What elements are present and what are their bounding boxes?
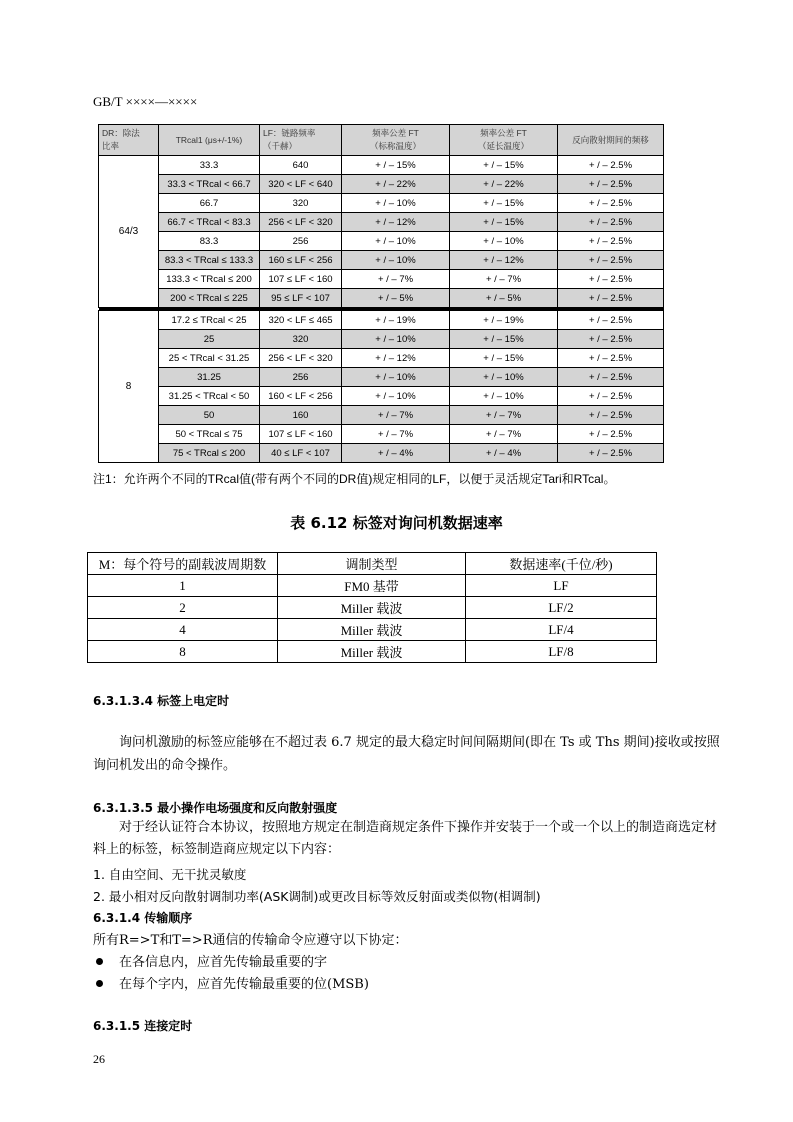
ft-extended-cell: + / – 7% <box>450 406 558 425</box>
ft-nominal-cell: + / – 10% <box>342 251 450 270</box>
ft-nominal-cell: + / – 22% <box>342 175 450 194</box>
bullet-item-1 <box>96 951 327 970</box>
modulation-cell: Miller 载波 <box>278 619 466 641</box>
lf-cell: 160 < LF < 256 <box>260 387 342 406</box>
table-row <box>99 349 664 368</box>
lf-cell: 320 < LF < 640 <box>260 175 342 194</box>
ft-nominal-cell: + / – 4% <box>342 444 450 463</box>
table-row <box>99 387 664 406</box>
lf-cell: 95 ≤ LF < 107 <box>260 289 342 308</box>
table-row <box>99 311 664 330</box>
ft-nominal-cell: + / – 12% <box>342 349 450 368</box>
table-header-row <box>88 553 657 575</box>
ft-extended-cell: + / – 12% <box>450 251 558 270</box>
ft-extended-cell: + / – 15% <box>450 330 558 349</box>
lf-cell: 320 < LF ≤ 465 <box>260 311 342 330</box>
m-cell: 1 <box>88 575 278 597</box>
ft-extended-cell: + / – 7% <box>450 425 558 444</box>
lf-cell: 320 <box>260 194 342 213</box>
table-row <box>99 251 664 270</box>
bullet-text: 在每个字内，应首先传输最重要的位(MSB) <box>119 977 369 992</box>
ft-extended-cell: + / – 10% <box>450 387 558 406</box>
lf-cell: 256 <box>260 368 342 387</box>
lf-cell: 256 <box>260 232 342 251</box>
list-item-2: 2. 最小相对反向散射调制功率(ASK调制)或更改目标等效反射面或类似物(相调制) <box>93 889 541 904</box>
frequency-shift-cell: + / – 2.5% <box>558 194 664 213</box>
trcal-cell: 25 <box>159 330 260 349</box>
ft-extended-cell: + / – 15% <box>450 194 558 213</box>
ft-extended-cell: + / – 5% <box>450 289 558 308</box>
table-row <box>99 270 664 289</box>
table-row <box>99 194 664 213</box>
heading-6-3-1-5: 6.3.1.5 连接定时 <box>93 1019 193 1033</box>
bullet-icon <box>96 980 103 987</box>
ft-nominal-cell: + / – 10% <box>342 232 450 251</box>
frequency-shift-cell: + / – 2.5% <box>558 156 664 175</box>
lf-cell: 256 < LF < 320 <box>260 349 342 368</box>
trcal-cell: 75 < TRcal ≤ 200 <box>159 444 260 463</box>
header-dr: DR：除法 比率 <box>99 125 159 156</box>
lf-cell: 640 <box>260 156 342 175</box>
bullet-icon <box>96 958 103 965</box>
table-row <box>99 368 664 387</box>
frequency-shift-cell: + / – 2.5% <box>558 289 664 308</box>
frequency-shift-cell: + / – 2.5% <box>558 311 664 330</box>
trcal-cell: 33.3 < TRcal < 66.7 <box>159 175 260 194</box>
ft-nominal-cell: + / – 7% <box>342 425 450 444</box>
ft-extended-cell: + / – 4% <box>450 444 558 463</box>
paragraph-field-strength: 对于经认证符合本协议，按照地方规定在制造商规定条件下操作并安装于一个或一个以上的制造商选定材料上的标签，标签制造商应规定以下内容： <box>93 820 718 857</box>
frequency-shift-cell: + / – 2.5% <box>558 444 664 463</box>
list-item-1: 1. 自由空间、无干扰灵敏度 <box>93 867 247 882</box>
heading-6-3-1-3-4: 6.3.1.3.4 标签上电定时 <box>93 694 230 708</box>
lf-cell: 107 ≤ LF < 160 <box>260 270 342 289</box>
table-row <box>99 156 664 175</box>
data-rate-cell: LF/4 <box>466 619 657 641</box>
frequency-shift-cell: + / – 2.5% <box>558 270 664 289</box>
table-row <box>99 213 664 232</box>
ft-nominal-cell: + / – 10% <box>342 194 450 213</box>
ft-nominal-cell: + / – 12% <box>342 213 450 232</box>
lf-cell: 107 ≤ LF < 160 <box>260 425 342 444</box>
header-data-rate: 数据速率(千位/秒) <box>466 553 657 575</box>
trcal-cell: 66.7 <box>159 194 260 213</box>
frequency-shift-cell: + / – 2.5% <box>558 213 664 232</box>
dr-cell: 64/3 <box>99 156 159 308</box>
ft-nominal-cell: + / – 7% <box>342 406 450 425</box>
frequency-shift-cell: + / – 2.5% <box>558 368 664 387</box>
trcal-cell: 133.3 < TRcal ≤ 200 <box>159 270 260 289</box>
ft-nominal-cell: + / – 15% <box>342 156 450 175</box>
ft-extended-cell: + / – 15% <box>450 156 558 175</box>
m-cell: 2 <box>88 597 278 619</box>
ft-extended-cell: + / – 10% <box>450 232 558 251</box>
table-row <box>88 597 657 619</box>
bullet-text: 在各信息内，应首先传输最重要的字 <box>119 955 328 970</box>
frequency-shift-cell: + / – 2.5% <box>558 406 664 425</box>
m-cell: 8 <box>88 641 278 663</box>
ft-nominal-cell: + / – 5% <box>342 289 450 308</box>
ft-extended-cell: + / – 19% <box>450 311 558 330</box>
tag-data-rate-table <box>87 552 657 663</box>
modulation-cell: Miller 载波 <box>278 641 466 663</box>
frequency-shift-cell: + / – 2.5% <box>558 387 664 406</box>
table-row <box>99 330 664 349</box>
lf-cell: 160 <box>260 406 342 425</box>
header-trcal: TRcal1 (μs+/-1%) <box>159 125 260 156</box>
heading-6-3-1-4: 6.3.1.4 传输顺序 <box>93 911 193 925</box>
dr-cell: 8 <box>99 311 159 463</box>
frequency-shift-cell: + / – 2.5% <box>558 425 664 444</box>
trcal-cell: 31.25 < TRcal < 50 <box>159 387 260 406</box>
table-header-row <box>99 125 664 156</box>
table-row <box>99 444 664 463</box>
m-cell: 4 <box>88 619 278 641</box>
trcal-cell: 31.25 <box>159 368 260 387</box>
header-frequency-shift: 反向散射期间的频移 <box>558 125 664 156</box>
table-row <box>88 575 657 597</box>
table-row <box>99 406 664 425</box>
trcal-cell: 50 < TRcal ≤ 75 <box>159 425 260 444</box>
lf-cell: 160 ≤ LF < 256 <box>260 251 342 270</box>
trcal-cell: 66.7 < TRcal < 83.3 <box>159 213 260 232</box>
trcal-cell: 33.3 <box>159 156 260 175</box>
header-modulation: 调制类型 <box>278 553 466 575</box>
ft-extended-cell: + / – 10% <box>450 368 558 387</box>
lf-cell: 40 ≤ LF < 107 <box>260 444 342 463</box>
data-rate-cell: LF <box>466 575 657 597</box>
modulation-cell: Miller 载波 <box>278 597 466 619</box>
trcal-cell: 200 < TRcal ≤ 225 <box>159 289 260 308</box>
ft-extended-cell: + / – 15% <box>450 213 558 232</box>
ft-extended-cell: + / – 15% <box>450 349 558 368</box>
lf-cell: 320 <box>260 330 342 349</box>
modulation-cell: FM0 基带 <box>278 575 466 597</box>
ft-nominal-cell: + / – 10% <box>342 368 450 387</box>
header-ft-nominal: 频率公差 FT （标称温度） <box>342 125 450 156</box>
ft-nominal-cell: + / – 10% <box>342 330 450 349</box>
frequency-shift-cell: + / – 2.5% <box>558 175 664 194</box>
frequency-shift-cell: + / – 2.5% <box>558 330 664 349</box>
header-ft-extended: 频率公差 FT （延长温度） <box>450 125 558 156</box>
frequency-shift-cell: + / – 2.5% <box>558 349 664 368</box>
link-frequency-table <box>98 124 664 463</box>
trcal-cell: 50 <box>159 406 260 425</box>
table-row <box>88 619 657 641</box>
table-note: 注1：允许两个不同的TRcal值(带有两个不同的DR值)规定相同的LF，以便于灵活规定Tari和RTcal。 <box>93 472 616 486</box>
paragraph-transmission-order: 所有R=>T和T=>R通信的传输命令应遵守以下协定： <box>93 933 408 948</box>
running-header: GB/T ××××—×××× <box>93 94 198 109</box>
lf-cell: 256 < LF < 320 <box>260 213 342 232</box>
ft-extended-cell: + / – 7% <box>450 270 558 289</box>
trcal-cell: 83.3 < TRcal ≤ 133.3 <box>159 251 260 270</box>
table-title: 表 6.12 标签对询问机数据速率 <box>290 514 503 532</box>
heading-6-3-1-3-5: 6.3.1.3.5 最小操作电场强度和反向散射强度 <box>93 801 338 815</box>
ft-nominal-cell: + / – 19% <box>342 311 450 330</box>
frequency-shift-cell: + / – 2.5% <box>558 232 664 251</box>
ft-nominal-cell: + / – 7% <box>342 270 450 289</box>
table-row <box>99 425 664 444</box>
header-m: M：每个符号的副载波周期数 <box>88 553 278 575</box>
table-row <box>99 232 664 251</box>
table-row <box>99 175 664 194</box>
trcal-cell: 17.2 ≤ TRcal < 25 <box>159 311 260 330</box>
header-lf: LF：链路频率 （千赫） <box>260 125 342 156</box>
data-rate-cell: LF/2 <box>466 597 657 619</box>
ft-extended-cell: + / – 22% <box>450 175 558 194</box>
table-row <box>88 641 657 663</box>
ft-nominal-cell: + / – 10% <box>342 387 450 406</box>
data-rate-cell: LF/8 <box>466 641 657 663</box>
frequency-shift-cell: + / – 2.5% <box>558 251 664 270</box>
trcal-cell: 83.3 <box>159 232 260 251</box>
paragraph-power-up: 询问机激励的标签应能够在不超过表 6.7 规定的最大稳定时间间隔期间(即在 Ts 或 Ths 期间)接收或按照询问机发出的命令操作。 <box>93 735 720 773</box>
bullet-item-2 <box>96 973 369 992</box>
page-number: 26 <box>93 1052 105 1066</box>
table-row <box>99 289 664 308</box>
trcal-cell: 25 < TRcal < 31.25 <box>159 349 260 368</box>
